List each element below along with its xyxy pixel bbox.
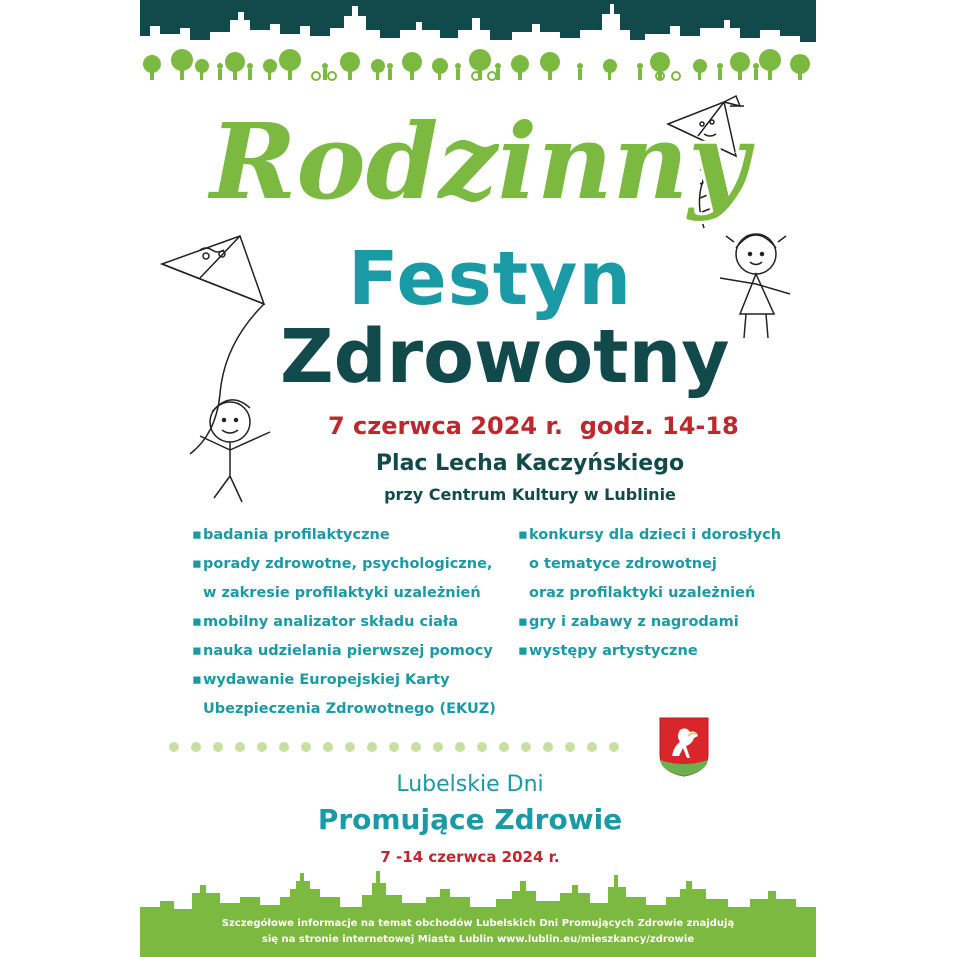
activity-item [192, 521, 496, 550]
divider-dot [477, 742, 487, 752]
activity-text: o tematyce zdrowotnej [529, 556, 717, 572]
divider-dot [521, 742, 531, 752]
activity-item [518, 608, 781, 637]
divider-dot [301, 742, 311, 752]
bullet-icon: ▪ [518, 614, 528, 630]
divider-dot [367, 742, 377, 752]
lublin-crest-icon [658, 716, 710, 778]
activity-text: wydawanie Europejskiej Karty [203, 672, 450, 688]
event-series-line1: Lubelskie Dni [396, 772, 544, 797]
event-date-time: 7 czerwca 2024 r. godz. 14-18 [328, 412, 739, 440]
divider-dot [345, 742, 355, 752]
activity-text: gry i zabawy z nagrodami [529, 614, 739, 630]
footer-info [140, 916, 816, 948]
activity-text: w zakresie profilaktyki uzależnień [203, 585, 481, 601]
divider-dot [543, 742, 553, 752]
event-place: Plac Lecha Kaczyńskiego [375, 451, 685, 476]
divider-dot [191, 742, 201, 752]
footer-line1: Szczegółowe informacje na temat obchodów Lubelskich Dni Promujących Zdrowie znajdują [221, 918, 735, 929]
activity-text: występy artystyczne [529, 643, 698, 659]
divider-dot [499, 742, 509, 752]
divider-dot [169, 742, 179, 752]
divider-dot [323, 742, 333, 752]
bullet-icon: ▪ [192, 527, 202, 543]
event-series-line2: Promujące Zdrowie [317, 803, 623, 836]
activity-item [518, 579, 781, 608]
bullet-icon: ▪ [192, 614, 202, 630]
footer-line2: się na stronie internetowej Miasta Lublin www.lublin.eu/mieszkancy/zdrowie [261, 934, 695, 945]
divider-dot [389, 742, 399, 752]
activity-text: mobilny analizator składu ciała [203, 614, 459, 630]
divider-dot [587, 742, 597, 752]
dotted-divider [168, 741, 628, 753]
divider-dot [433, 742, 443, 752]
event-place-sub: przy Centrum Kultury w Lublinie [384, 485, 676, 504]
activities-list-left [192, 521, 496, 724]
bullet-icon: ▪ [192, 672, 202, 688]
divider-dot [565, 742, 575, 752]
activity-item [192, 550, 496, 579]
event-series-dates: 7 -14 czerwca 2024 r. [380, 848, 560, 866]
bullet-icon: ▪ [518, 527, 528, 543]
activity-text: Ubezpieczenia Zdrowotnego (EKUZ) [203, 701, 496, 717]
activity-text: konkursy dla dzieci i dorosłych [529, 527, 782, 543]
activities-list-right [518, 521, 781, 666]
activity-item [518, 521, 781, 550]
activity-item [192, 695, 496, 724]
activity-item [192, 579, 496, 608]
divider-dot [279, 742, 289, 752]
top-skyline-icon [140, 0, 816, 85]
bullet-icon: ▪ [518, 643, 528, 659]
title-festyn: Festyn [347, 236, 633, 322]
poster [140, 0, 816, 957]
divider-dot [455, 742, 465, 752]
divider-dot [411, 742, 421, 752]
title-script-text: Rodzinny [210, 100, 749, 223]
activity-item [192, 608, 496, 637]
boy-with-kite-icon [160, 236, 290, 516]
activity-item [518, 637, 781, 666]
activity-text: porady zdrowotne, psychologiczne, [203, 556, 493, 572]
divider-dot [213, 742, 223, 752]
divider-dot [257, 742, 267, 752]
title-zdrowotny: Zdrowotny [280, 314, 730, 400]
activity-item [518, 550, 781, 579]
bullet-icon: ▪ [192, 643, 202, 659]
activity-item [192, 666, 496, 695]
bullet-icon: ▪ [192, 556, 202, 572]
activity-item [192, 637, 496, 666]
activity-text: oraz profilaktyki uzależnień [529, 585, 756, 601]
activity-text: badania profilaktyczne [203, 527, 390, 543]
activity-text: nauka udzielania pierwszej pomocy [203, 643, 493, 659]
divider-dot [235, 742, 245, 752]
divider-dot [609, 742, 619, 752]
title-script [202, 86, 749, 231]
